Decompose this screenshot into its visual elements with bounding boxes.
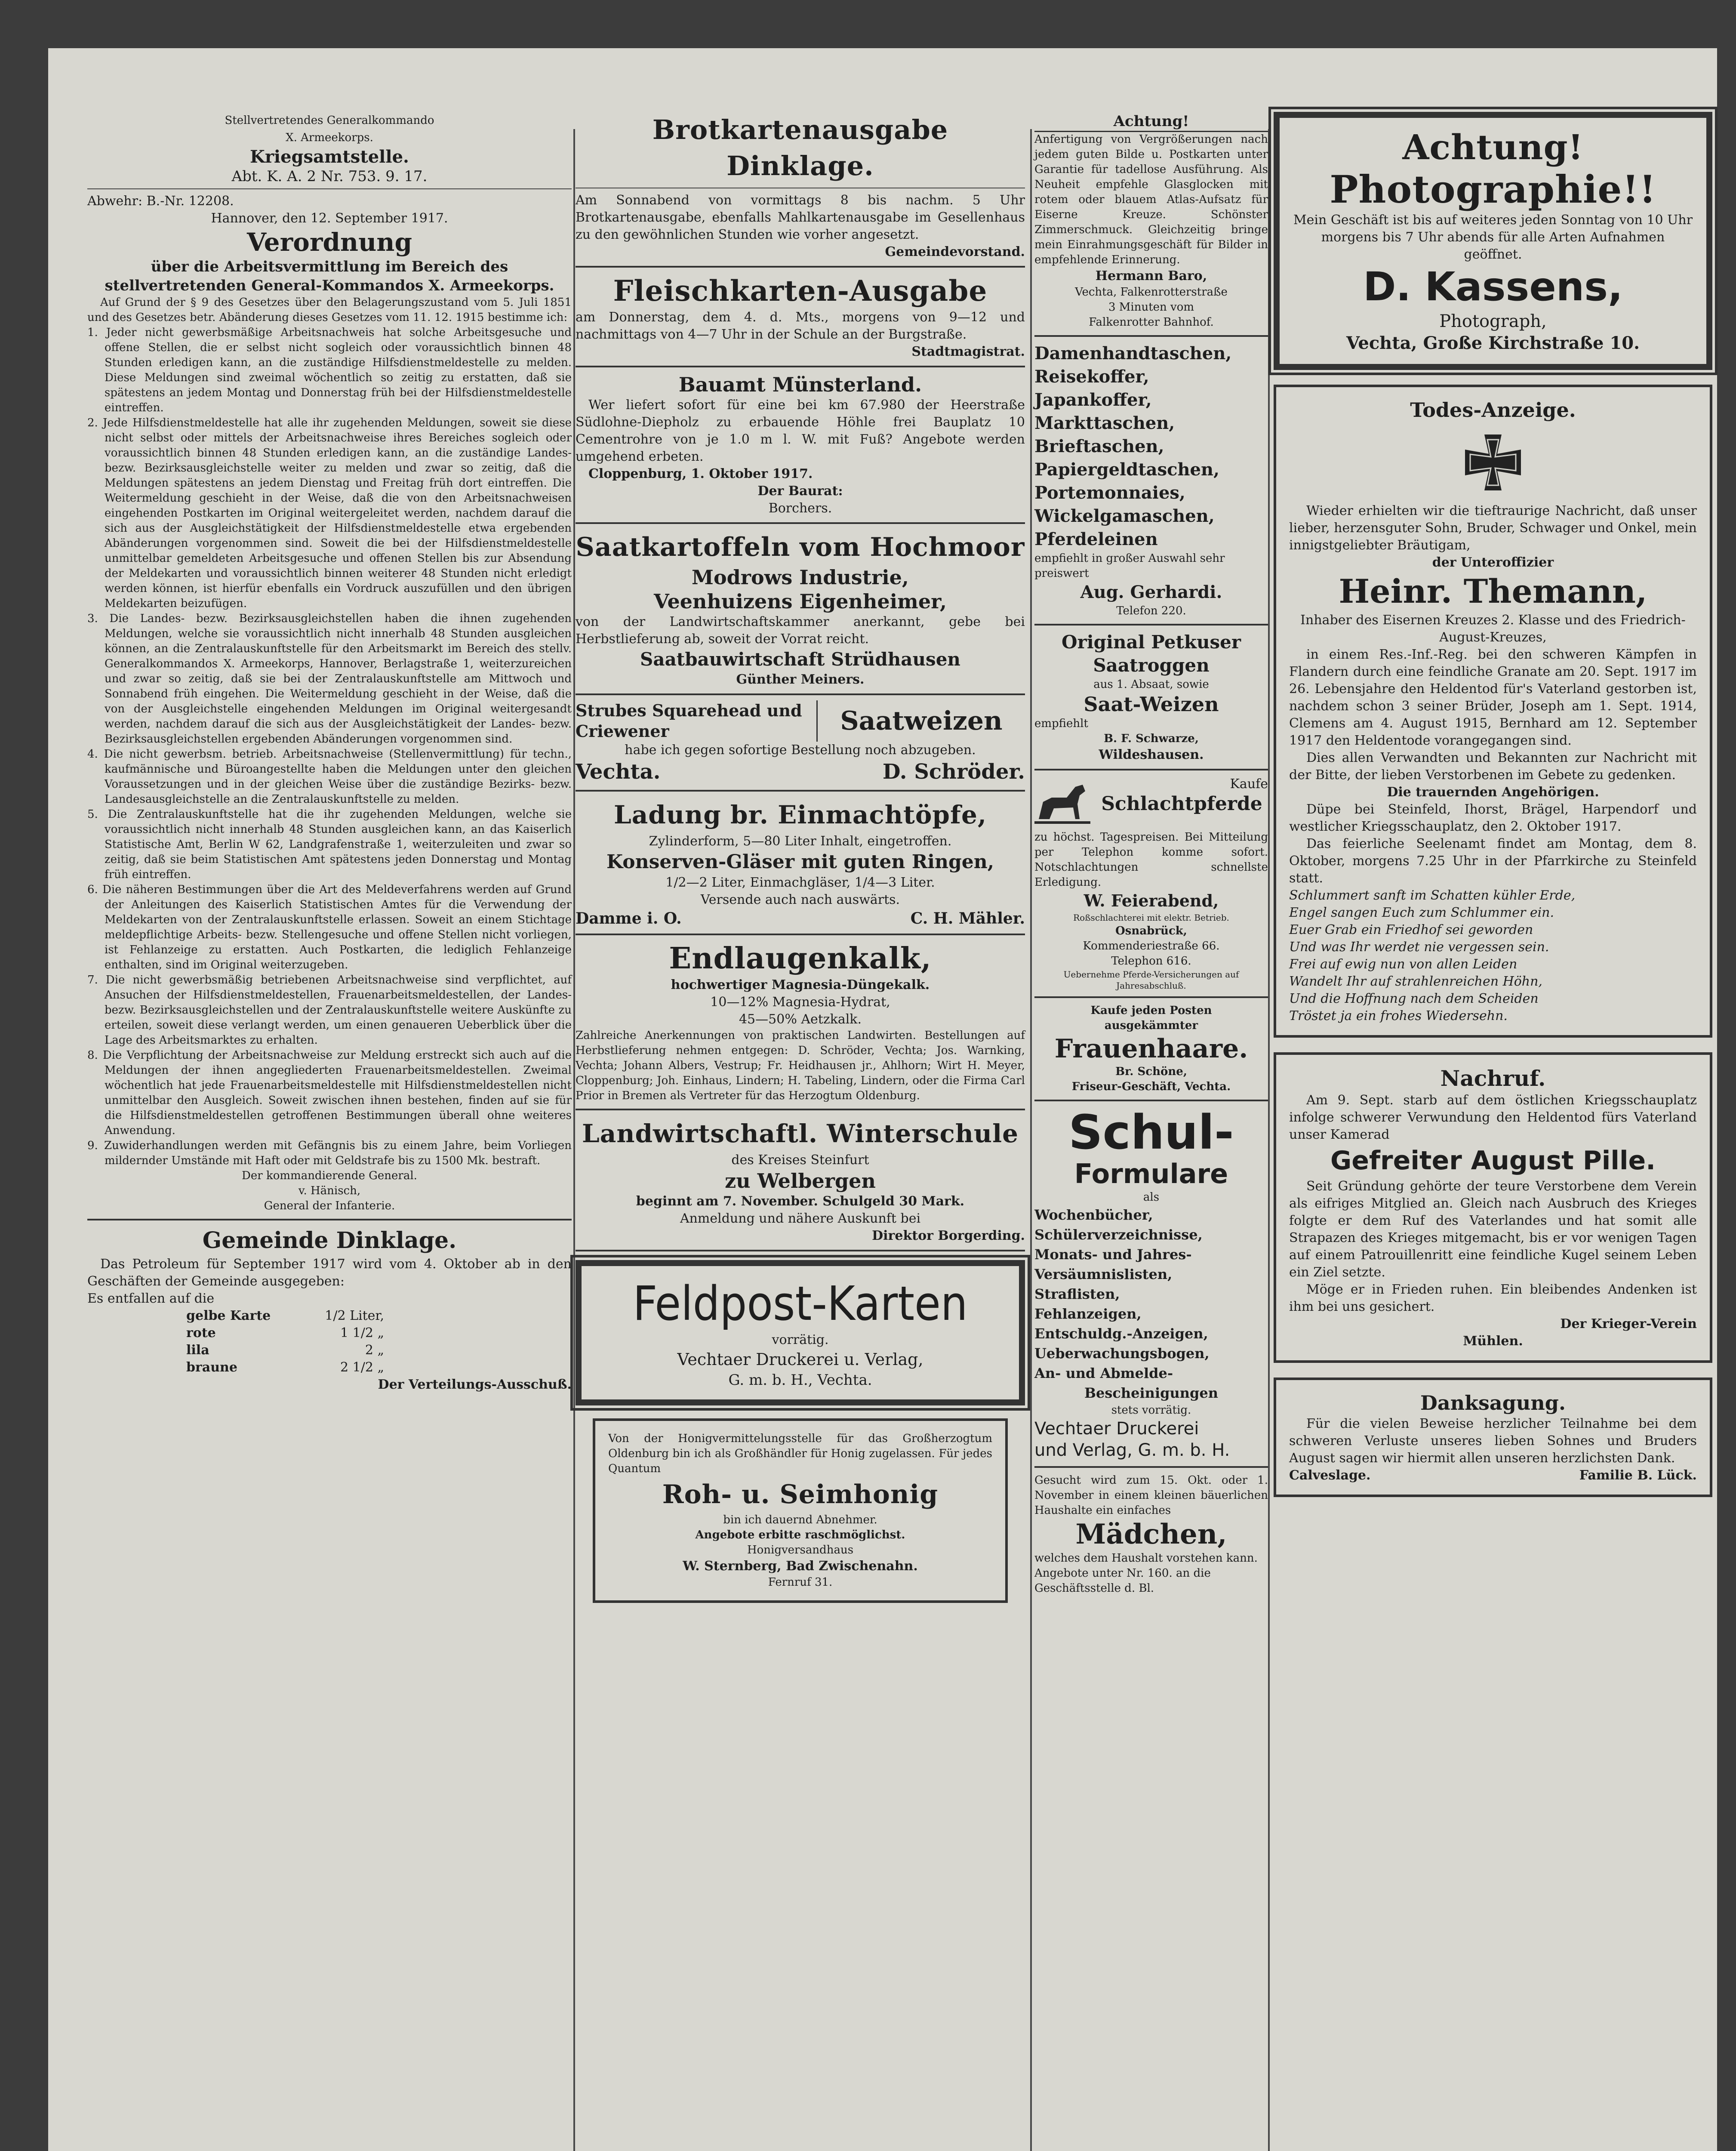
org-title: Kriegsamtstelle. xyxy=(250,147,409,167)
column-1 xyxy=(87,112,572,1393)
signature: Der kommandierende General. xyxy=(242,1169,417,1182)
ad-item: Straflisten, xyxy=(1034,1286,1120,1302)
ad-text: Anfertigung von Vergrößerungen nach jedem guten Bilde u. Postkarten unter Garantie für tadellose Ausführung. Als Neuheit empfehle Glasglocken mit rotem oder blauem Atlas-Aufsatz für Eiserne Kreuze. Schönster Zimmerschmuck. Gleichzeitig bringe mein Einrahmungsgeschäft für Bilder in empfehlende Erinnerung. xyxy=(1034,133,1268,266)
ad-text: am Donnerstag, dem 4. d. Mts., morgens von 9—12 und nachmittags von 4—7 Uhr in der Schule an der Burgstraße. xyxy=(576,310,1025,342)
decree-item: 3. Die Landes- bezw. Bezirksausgleichstellen haben die ihnen zugehenden Meldungen, welche sie voraussichtlich nicht innerhalb 48 Stunden ausgleichen können, an die Zentralauskunftstelle für den Arbeitsmarkt im Bereich des stellv. Generalkommandos X. Armeekorps, Hannover, Berlagstraße 1, weiterzureichen und zwar so zeitig, daß sie bei der Zentralauskunftstelle am Mittwoch und Sonnabend früh eingehen. Die Weitermeldung geschieht in der Weise, daß die von der Ausgleichstelle eingehenden Meldungen im Original weitergesandt werden, nachdem darauf die sich aus der Ausgleichstätigkeit der Landes- bezw. Bezirksausgleichstellen ergebenden Abänderungen vorgenommen sind. xyxy=(87,612,572,746)
poem-line: Euer Grab ein Friedhof sei geworden xyxy=(1289,922,1533,937)
ad-item: Markttaschen, xyxy=(1034,413,1175,433)
ad-text: empfiehlt in großer Auswahl sehr preiswert xyxy=(1034,552,1225,580)
ad-signature: Gemeindevorstand. xyxy=(885,244,1025,259)
ad-line: Roßschlachterei mit elektr. Betrieb. xyxy=(1073,912,1229,923)
ad-title: Mädchen, xyxy=(1075,1518,1227,1550)
ad-item: Versäumnislisten, xyxy=(1034,1266,1173,1282)
ad-item: Ueberwachungsbogen, xyxy=(1034,1345,1210,1362)
ad-line: Falkenrotter Bahnhof. xyxy=(1089,316,1214,329)
ad-text: Cloppenburg, 1. Oktober 1917. xyxy=(588,466,813,481)
signature: General der Infanterie. xyxy=(264,1199,395,1212)
ad-title: Bauamt Münsterland. xyxy=(678,373,922,396)
ad-text: Mein Geschäft ist bis auf weiteres jeden Sonntag von 10 Uhr morgens bis 7 Uhr abends für alle Arten Aufnahmen geöffnet. xyxy=(1293,213,1693,262)
ad-line: zu Welbergen xyxy=(725,1169,876,1193)
ad-title: Landwirtschaftl. Winterschule xyxy=(582,1119,1019,1148)
obituary-frame xyxy=(1274,1052,1712,1363)
ad-title: Original Petkuser Saatroggen xyxy=(1061,632,1241,676)
ad-signature: Vechtaer Druckerei xyxy=(1034,1419,1199,1439)
ad-line: Kaufe jeden Posten xyxy=(1090,1004,1212,1017)
ad-line: Honigversandhaus xyxy=(747,1544,854,1556)
ad-title: Saatkartoffeln vom Hochmoor xyxy=(576,532,1025,562)
ad-item: Brieftaschen, xyxy=(1034,436,1164,456)
ad-line: G. m. b. H., Vechta. xyxy=(728,1371,872,1389)
date-line: Hannover, den 12. September 1917. xyxy=(211,211,448,226)
ad-line: aus 1. Absaat, sowie xyxy=(1093,678,1209,691)
org-line: Abwehr: B.-Nr. 12208. xyxy=(87,194,234,209)
ad-title: Ladung br. Einmachtöpfe, xyxy=(613,800,987,829)
org-line: X. Armeekorps. xyxy=(286,131,373,144)
column-2 xyxy=(576,112,1025,1603)
iron-cross-icon xyxy=(1461,430,1525,495)
ad-item: Wochenbücher, xyxy=(1034,1207,1153,1223)
ad-item: Wickelgamaschen, xyxy=(1034,506,1215,526)
ad-line: Friseur-Geschäft, Vechta. xyxy=(1071,1080,1231,1093)
notice-text: in einem Res.-Inf.-Reg. bei den schweren Kämpfen in Flandern durch eine feindliche Granate am 20. Sept. 1917 im 26. Lebensjahre den Heldentod für's Vaterland gestorben ist, nachdem schon 3 seiner Brüder, Joseph am 1. Sept. 1914, Clemens am 4. August 1915, Bernhard am 12. September 1917 den Heldentode vorangegangen sind. xyxy=(1289,647,1697,748)
ad-signature: Günther Meiners. xyxy=(736,672,865,687)
ad-title: Achtung! xyxy=(1402,127,1584,167)
ad-item: Schülerverzeichnisse, xyxy=(1034,1227,1203,1243)
ad-line: Vechta, Falkenrotterstraße xyxy=(1075,286,1228,299)
ad-title: Fleischkarten-Ausgabe xyxy=(613,274,988,308)
notice-text: Dies allen Verwandten und Bekannten zur Nachricht mit der Bitte, der lieben Verstorbenen im Gebete zu gedenken. xyxy=(1289,750,1697,783)
death-notice-frame xyxy=(1274,385,1712,1038)
decree-item: 7. Die nicht gewerbsmäßig betriebenen Arbeitsnachweise sind verpflichtet, auf Ansuchen der Hilfsdienstmeldestellen, Frauenarbeitsmeldestellen, der Landes- bezw. Bezirksausgleichstellen und der Zentralauskunftstelle weitere Auskünfte zu erteilen, soweit diese verlangt werden, um einen genaueren Ueberblick über die Lage des Arbeitsmarktes zu erhalten. xyxy=(87,974,572,1047)
poem-line: Tröstet ja ein frohes Wiedersehn. xyxy=(1289,1008,1508,1023)
ad-title: Feldpost-Karten xyxy=(633,1276,968,1331)
ad-text: habe ich gegen sofortige Bestellung noch abzugeben. xyxy=(625,743,976,758)
card-label: lila xyxy=(186,1343,209,1358)
poem-line: Frei auf ewig nun von allen Leiden xyxy=(1289,957,1517,972)
ad-title: Endlaugenkalk, xyxy=(669,941,932,976)
ad-line: Vechtaer Druckerei u. Verlag, xyxy=(677,1350,923,1369)
ad-line: W. Sternberg, Bad Zwischenahn. xyxy=(683,1559,918,1574)
notice-signature: Der Krieger-Verein xyxy=(1560,1316,1697,1331)
card-value: 2 1/2 „ xyxy=(340,1360,384,1375)
notice-text: Inhaber des Eisernen Kreuzes 2. Klasse und des Friedrich-August-Kreuzes, xyxy=(1300,613,1686,645)
signature: v. Hänisch, xyxy=(298,1184,361,1197)
ad-name: D. Schröder. xyxy=(882,760,1025,784)
divider xyxy=(87,188,572,189)
ad-signature: und Verlag, G. m. b. H. xyxy=(1034,1440,1230,1460)
ad-title: Formulare xyxy=(1074,1158,1228,1190)
ad-line: 10—12% Magnesia-Hydrat, xyxy=(710,995,890,1010)
card-label: braune xyxy=(186,1360,237,1375)
notice-text: Für die vielen Beweise herzlicher Teilnahme bei dem schweren Verluste unseres lieben Sohnes und Bruders August sagen wir hiermit allen unseren herzlichsten Dank. xyxy=(1289,1416,1697,1466)
ad-line: Telefon 220. xyxy=(1116,604,1186,617)
decree-item: 1. Jeder nicht gewerbsmäßige Arbeitsnachweis hat solche Arbeitsgesuche und offene Stellen, die er selbst nicht sogleich oder voraussichtlich binnen 48 Stunden erledigen kann, an die zuständige Hilfsdienstmeldestelle zu melden. Diese Meldungen sind zweimal wöchentlich so zeitig zu erstatten, daß sie spätestens an jedem Montag und Donnerstag früh bei der Hilfsdienstmeldestelle eintreffen. xyxy=(87,326,572,414)
ad-name: Aug. Gerhardi. xyxy=(1080,582,1222,602)
horse-icon xyxy=(1034,778,1090,830)
ad-item: Fehlanzeigen, xyxy=(1034,1306,1142,1322)
decree-item: 8. Die Verpflichtung der Arbeitsnachweise zur Meldung erstreckt sich auch auf die Meldungen der ihnen angegliederten Frauenarbeitsmeldestellen. Zweimal wöchentlich hat jede Frauenarbeitsmeldestelle mit Hilfsdienstmeldestellen nicht unmittelbar den Ausgleich. Soweit zwischen ihnen bestehen, finden auf sie für die Hilfsdienstmeldestellen getroffenen Bestimmungen überall ohne weiteres Anwendung. xyxy=(87,1049,572,1137)
poem-line: Schlummert sanft im Schatten kühler Erde, xyxy=(1289,888,1576,903)
ad-line: welches dem Haushalt vorstehen kann. xyxy=(1034,1552,1258,1565)
notice-title: Danksagung. xyxy=(1420,1391,1566,1414)
poem-line: Engel sangen Euch zum Schlummer ein. xyxy=(1289,905,1554,920)
poem-line: Wandelt Ihr auf strahlenreichen Höhn, xyxy=(1289,974,1542,989)
notice-text: Seit Gründung gehörte der teure Verstorbene dem Verein als eifriges Mitglied an. Gleich nach Ausbruch des Krieges folgte er dem Ruf des Vaterlandes und hat somit alle Strapazen des Krieges mitgemacht, bis er vor wenigen Tagen auf einem Patrouillenritt eine feindliche Kugel seinem Leben ein Ziel setzte. xyxy=(1289,1179,1697,1280)
ad-line: Fernruf 31. xyxy=(768,1576,833,1589)
card-label: gelbe Karte xyxy=(186,1308,271,1323)
ad-item: Damenhandtaschen, xyxy=(1034,343,1232,364)
ad-signature: Der Baurat: xyxy=(757,484,843,499)
feldpost-ad-frame xyxy=(576,1260,1025,1405)
ad-title: Schlachtpferde xyxy=(1101,793,1262,815)
notice-signature: Die trauernden Angehörigen. xyxy=(1387,785,1599,800)
deceased-name: Heinr. Themann, xyxy=(1339,572,1647,610)
ad-line: Modrows Industrie, xyxy=(692,566,909,589)
ad-title: Brotkartenausgabe Dinklage. xyxy=(652,114,948,182)
ad-line: Kommenderiestraße 66. xyxy=(1083,940,1220,952)
ad-signature: Saatbauwirtschaft Strüdhausen xyxy=(640,649,960,670)
notice-text: Möge er in Frieden ruhen. Ein bleibendes Andenken ist ihm bei uns gesichert. xyxy=(1289,1282,1697,1314)
ad-item: An- und Abmelde- xyxy=(1034,1365,1173,1381)
notice-text: Das feierliche Seelenamt findet am Montag, dem 8. Oktober, morgens 7.25 Uhr in der Pfarrkirche zu Steinfeld statt. xyxy=(1289,836,1697,886)
deceased-name: Gefreiter August Pille. xyxy=(1330,1146,1656,1176)
ad-line: 3 Minuten vom xyxy=(1108,301,1194,314)
ad-title: Saat-Weizen xyxy=(1083,693,1219,716)
notice-title: Todes-Anzeige. xyxy=(1410,398,1576,422)
honey-ad-frame xyxy=(593,1418,1008,1603)
notice-text: Wieder erhielten wir die tieftraurige Nachricht, daß unser lieber, herzensguter Sohn, Bruder, Schwager und Onkel, mein innigstgeliebter Bräutigam, xyxy=(1289,503,1697,553)
ad-line: bin ich dauernd Abnehmer. xyxy=(723,1513,877,1526)
decree-item: 6. Die näheren Bestimmungen über die Art des Meldeverfahrens werden auf Grund der Anleitungen des Kaiserlich Statistischen Amtes für die Verwendung der Meldekarten von der Zentralauskunftstelle erlassen. Soweit an einem Stichtage meldepflichtige Arbeits- bezw. Stellengesuche und offene Stellen nicht vorliegen, ist Fehlanzeige zu erstatten. Auch Postkarten, die lediglich Fehlanzeige enthalten, sind im Original weiterzugeben. xyxy=(87,883,572,971)
ad-line: Angebote erbitte raschmöglichst. xyxy=(695,1529,905,1541)
ad-item: Entschuldg.-Anzeigen, xyxy=(1034,1325,1208,1342)
ad-name: W. Feierabend, xyxy=(1083,891,1219,910)
ad-text: Von der Honigvermittelungsstelle für das Großherzogtum Oldenburg bin ich als Großhändler für Honig zugelassen. Für jedes Quantum xyxy=(608,1432,992,1475)
poem-line: Und die Hoffnung nach dem Scheiden xyxy=(1289,991,1539,1006)
notice-title: Gemeinde Dinklage. xyxy=(202,1227,457,1254)
notice-text: Düpe bei Steinfeld, Ihorst, Brägel, Harpendorf und westlicher Kriegsschauplatz, den 2. Oktober 1917. xyxy=(1289,802,1697,834)
ad-line: als xyxy=(1143,1191,1160,1204)
column-3 xyxy=(1034,112,1268,1596)
column-4 xyxy=(1269,112,1717,1497)
notice-signature: Familie B. Lück. xyxy=(1579,1468,1697,1483)
notice-title: Nachruf. xyxy=(1440,1066,1546,1091)
decree-item: 4. Die nicht gewerbsm. betrieb. Arbeitsnachweise (Stellenvermittlung) für techn., kaufmännische und Büroangestellte haben die Meldungen unter den gleichen Voraussetzungen und in der gleichen Weise über die zuständige Bezirks- bezw. Landesausgleichstelle an die Zentralauskunftstelle zu melden. xyxy=(87,748,572,806)
notice-line: der Unteroffizier xyxy=(1432,555,1554,570)
ad-item: Papiergeldtaschen, xyxy=(1034,459,1219,480)
ad-signature: Stadtmagistrat. xyxy=(911,344,1025,359)
ad-line: Vechta, Große Kirchstraße 10. xyxy=(1346,333,1640,353)
ad-line: Kaufe xyxy=(1230,777,1268,792)
ad-line: Angebote unter Nr. 160. an die Geschäftsstelle d. Bl. xyxy=(1034,1567,1211,1595)
ad-signature: Direktor Borgerding. xyxy=(872,1228,1025,1243)
ad-title: Saatweizen xyxy=(840,706,1003,736)
thanks-frame xyxy=(1274,1378,1712,1497)
notice-text: Am 9. Sept. starb auf dem östlichen Kriegsschauplatz infolge schwerer Verwundung den Heldentod fürs Vaterland unser Kamerad xyxy=(1289,1093,1697,1142)
ad-line: des Kreises Steinfurt xyxy=(731,1153,869,1168)
ad-line: Veenhuizens Eigenheimer, xyxy=(654,590,947,613)
divider xyxy=(87,1219,572,1220)
ad-text: Zylinderform, 5—80 Liter Inhalt, eingetroffen. xyxy=(649,834,952,849)
ad-item: Portemonnaies, xyxy=(1034,483,1185,503)
ad-name: Br. Schöne, xyxy=(1115,1065,1187,1078)
ad-text: Versende auch nach auswärts. xyxy=(700,892,900,907)
ad-text: Am Sonnabend von vormittags 8 bis nachm. 5 Uhr Brotkartenausgabe, ebenfalls Mahlkartenausgabe im Gesellenhaus zu den gewöhnlichen Stunden wie vorher angesetzt. xyxy=(576,193,1025,242)
ad-title: Photographie!! xyxy=(1330,167,1656,212)
card-value: 2 „ xyxy=(365,1343,384,1358)
org-line: Abt. K. A. 2 Nr. 753. 9. 17. xyxy=(231,168,428,185)
ad-text: zu höchst. Tagespreisen. Bei Mitteilung per Telephon komme sofort. Notschlachtungen schnellste Erledigung. xyxy=(1034,831,1268,889)
ad-place: Vechta. xyxy=(576,760,661,784)
card-label: rote xyxy=(186,1325,216,1341)
ad-title: Strubes Squarehead und Criewener xyxy=(576,700,818,742)
ad-text: 1/2—2 Liter, Einmachgläser, 1/4—3 Liter. xyxy=(665,875,935,890)
ad-name: C. H. Mähler. xyxy=(910,909,1025,928)
poem-line: Und was Ihr werdet nie vergessen sein. xyxy=(1289,940,1549,955)
ad-item: Monats- und Jahres- xyxy=(1034,1246,1192,1263)
notice-signature: Mühlen. xyxy=(1463,1334,1523,1349)
ad-title: Roh- u. Seimhonig xyxy=(662,1479,939,1510)
decree-item: 5. Die Zentralauskunftstelle hat die ihr zugehenden Meldungen, welche sie voraussichtlich nicht innerhalb 48 Stunden ausgleichen kann, an das Kaiserlich Statistische Amt, Berlin W 62, Landgrafenstraße 1, weiterzuleiten und zwar so zeitig, daß sie beim Statistischen Amt spätestens jeden Donnerstag und Montag früh eintreffen. xyxy=(87,808,572,881)
ad-line: Wildeshausen. xyxy=(1099,747,1204,762)
card-value: 1/2 Liter, xyxy=(325,1308,384,1323)
ad-text: Zahlreiche Anerkennungen von praktischen Landwirten. Bestellungen auf Herbstlieferung nehmen entgegen: D. Schröder, Vechta; Jos. Warnking, Vechta; Johann Albers, Vestrup; Fr. Heidhausen jr., Ahlhorn; Wirt H. Meyer, Cloppenburg; Joh. Einhaus, Lindern; H. Tabeling, Lindern, oder die Firma Carl Prior in Bremen als Vertreter für das Herzogtum Oldenburg. xyxy=(576,1029,1025,1102)
ad-line: beginnt am 7. November. Schulgeld 30 Mark. xyxy=(636,1194,965,1209)
notice-text: Das Petroleum für September 1917 wird vom 4. Oktober ab in den Geschäften der Gemeinde ausgegeben: xyxy=(87,1257,572,1289)
ad-text: Wer liefert sofort für eine bei km 67.980 der Heerstraße Südlohne-Diepholz zu erbauende Höhle frei Bauplatz 10 Cementrohre von je 1.0 m l. W. mit Fuß? Angebote werden umgehend erbeten. xyxy=(576,398,1025,464)
ad-name: D. Kassens, xyxy=(1363,264,1623,310)
ad-title: Schul- xyxy=(1068,1105,1234,1160)
decree-intro: Auf Grund der § 9 des Gesetzes über den Belagerungszustand vom 5. Juli 1851 und des Gesetzes betr. Abänderung dieses Gesetzes vom 11. 12. 1915 bestimme ich: xyxy=(87,296,572,324)
ad-line: 45—50% Aetzkalk. xyxy=(739,1012,862,1027)
org-line: Stellvertretendes Generalkommando xyxy=(225,114,434,127)
ad-line: empfiehlt xyxy=(1034,717,1088,730)
ad-title: Frauenhaare. xyxy=(1054,1034,1248,1064)
decree-item: 9. Zuwiderhandlungen werden mit Gefängnis bis zu einem Jahre, beim Vorliegen mildernder Umstände mit Haft oder mit Geldstrafe bis zu 1500 Mk. bestraft. xyxy=(87,1139,572,1167)
ad-item: Reisekoffer, xyxy=(1034,367,1149,387)
ad-item: Pferdeleinen xyxy=(1034,529,1158,549)
ad-line: Photograph, xyxy=(1439,311,1547,331)
ad-line: ausgekämmter xyxy=(1104,1019,1198,1032)
ad-sub: hochwertiger Magnesia-Düngekalk. xyxy=(671,977,930,992)
photo-ad-frame xyxy=(1274,112,1712,370)
signature: Der Verteilungs-Ausschuß. xyxy=(378,1377,572,1392)
notice-place: Calveslage. xyxy=(1289,1468,1371,1483)
ad-name: Hermann Baro, xyxy=(1095,268,1207,284)
ad-line: stets vorrätig. xyxy=(1111,1404,1191,1417)
card-value: 1 1/2 „ xyxy=(340,1325,384,1341)
ad-line: Telephon 616. xyxy=(1111,955,1191,968)
ad-line: Osnabrück, xyxy=(1115,924,1187,937)
ad-item: Japankoffer, xyxy=(1034,390,1152,410)
ad-text: Gesucht wird zum 15. Okt. oder 1. November in einem kleinen bäuerlichen Haushalte ein einfaches xyxy=(1034,1474,1268,1517)
ad-item: Bescheinigungen xyxy=(1084,1385,1218,1401)
ad-line: Anmeldung und nähere Auskunft bei xyxy=(680,1211,921,1226)
ad-title: Achtung! xyxy=(1034,112,1268,132)
ad-line: vorrätig. xyxy=(772,1332,829,1347)
ad-signature: Borchers. xyxy=(768,501,832,516)
ad-name: B. F. Schwarze, xyxy=(1104,732,1199,745)
ad-line: Uebernehme Pferde-Versicherungen auf Jahresabschluß. xyxy=(1063,969,1239,991)
decree-item: 2. Jede Hilfsdienstmeldestelle hat alle ihr zugehenden Meldungen, soweit sie diese nicht selbst oder mittels der Arbeitsnachweise ihres Bereiches sogleich oder voraussichtlich binnen 48 Stunden erledigen kann, an die zuständige Landes- bezw. Bezirksausgleichstelle weiter zu melden und zwar so zeitig, daß die Meldungen spätestens an jedem Dienstag und Freitag früh dort eintreffen. Die Weitermeldung geschieht in der Weise, daß die von den Arbeitsnachweisen eingehenden Postkarten im Original weitergeleitet werden, nachdem darauf die sich aus der Ausgleichstätigkeit der Hilfsdienstmeldestelle etwa ergebenden Abänderungen vorgenommen sind. Soweit die bei der Hilfsdienstmeldestelle unmittelbar gemeldeten Arbeitsgesuche und offenen Stellen bis zur Absendung der Meldekarten und voraussichtlich binnen weiterer 48 Stunden nicht erledigt werden können, ist hierfür ebenfalls ein Vordruck auszufüllen und den übrigen Meldekarten beizufügen. xyxy=(87,416,572,610)
notice-text: Es entfallen auf die xyxy=(87,1291,215,1306)
ad-title: Konserven-Gläser mit guten Ringen, xyxy=(606,851,994,873)
ad-text: von der Landwirtschaftskammer anerkannt, gebe bei Herbstlieferung ab, soweit der Vorrat reicht. xyxy=(576,614,1025,647)
decree-subtitle: über die Arbeitsvermittlung im Bereich des stellvertretenden General-Kommandos X. Armeekorps. xyxy=(105,258,554,294)
column-rule xyxy=(573,129,575,2151)
decree-title: Verordnung xyxy=(247,228,412,257)
column-rule xyxy=(1030,129,1032,2151)
ad-place: Damme i. O. xyxy=(576,909,682,928)
